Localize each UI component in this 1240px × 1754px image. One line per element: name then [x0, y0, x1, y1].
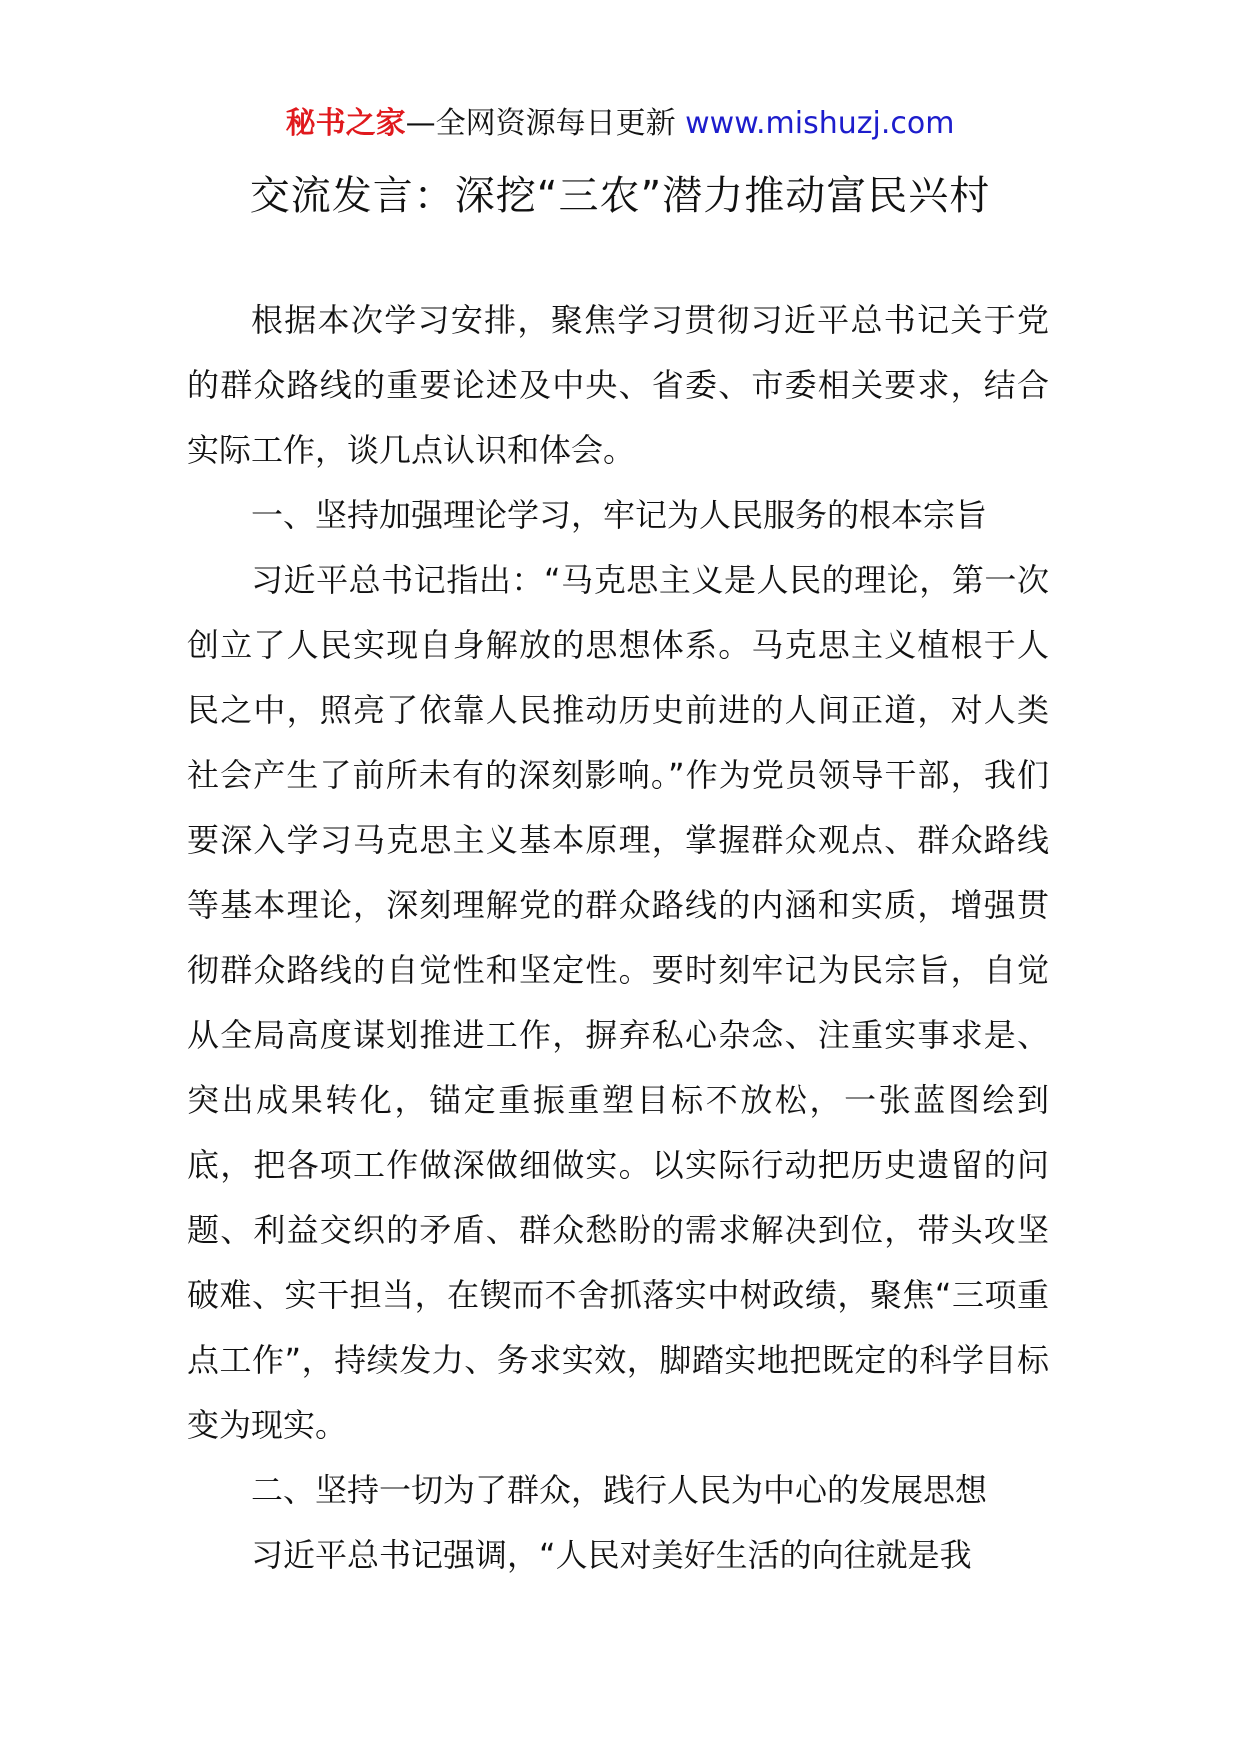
intro-paragraph: 根据本次学习安排，聚焦学习贯彻习近平总书记关于党的群众路线的重要论述及中央、省委、市委相关要求，结合实际工作，谈几点认识和体会。	[187, 301, 1049, 469]
section-heading-1: 一、坚持加强理论学习，牢记为人民服务的根本宗旨	[251, 496, 988, 534]
body-paragraph: 习近平总书记指出：“马克思主义是人民的理论，第一次创立了人民实现自身解放的思想体系。马克思主义植根于人民之中，照亮了依靠人民推动历史前进的人间正道，对人类社会产生了前所未有的深刻影响。”作为党员领导干部，我们要深入学习马克思主义基本原理，掌握群众观点、群众路线等基本理论，深刻理解党的群众路线的内涵和实质，增强贯彻群众路线的自觉性和坚定性。要时刻牢记为民宗旨，自觉从全局高度谋划推进工作，摒弃私心杂念、注重实事求是、突出成果转化，锚定重振重塑目标不放松，一张蓝图绘到底，把各项工作做深做细做实。以实际行动把历史遗留的问题、利益交织的矛盾、群众愁盼的需求解决到位，带头攻坚破难、实干担当，在锲而不舍抓落实中树政绩，聚焦“三项重点工作”，持续发力、务求实效，脚踏实地把既定的科学目标变为现实。	[187, 561, 1049, 1444]
site-brand: 秘书之家	[285, 106, 406, 141]
site-header	[0, 104, 1240, 144]
body-paragraph: 习近平总书记强调，“人民对美好生活的向往就是我	[251, 1536, 972, 1574]
document-title: 交流发言：深挖“三农”潜力推动富民兴村	[249, 173, 991, 219]
site-slogan: —全网资源每日更新	[405, 106, 676, 141]
section-heading-2: 二、坚持一切为了群众，践行人民为中心的发展思想	[251, 1471, 988, 1509]
document-body	[187, 288, 1049, 1588]
site-url-link[interactable]: www.mishuzj.com	[685, 106, 955, 141]
